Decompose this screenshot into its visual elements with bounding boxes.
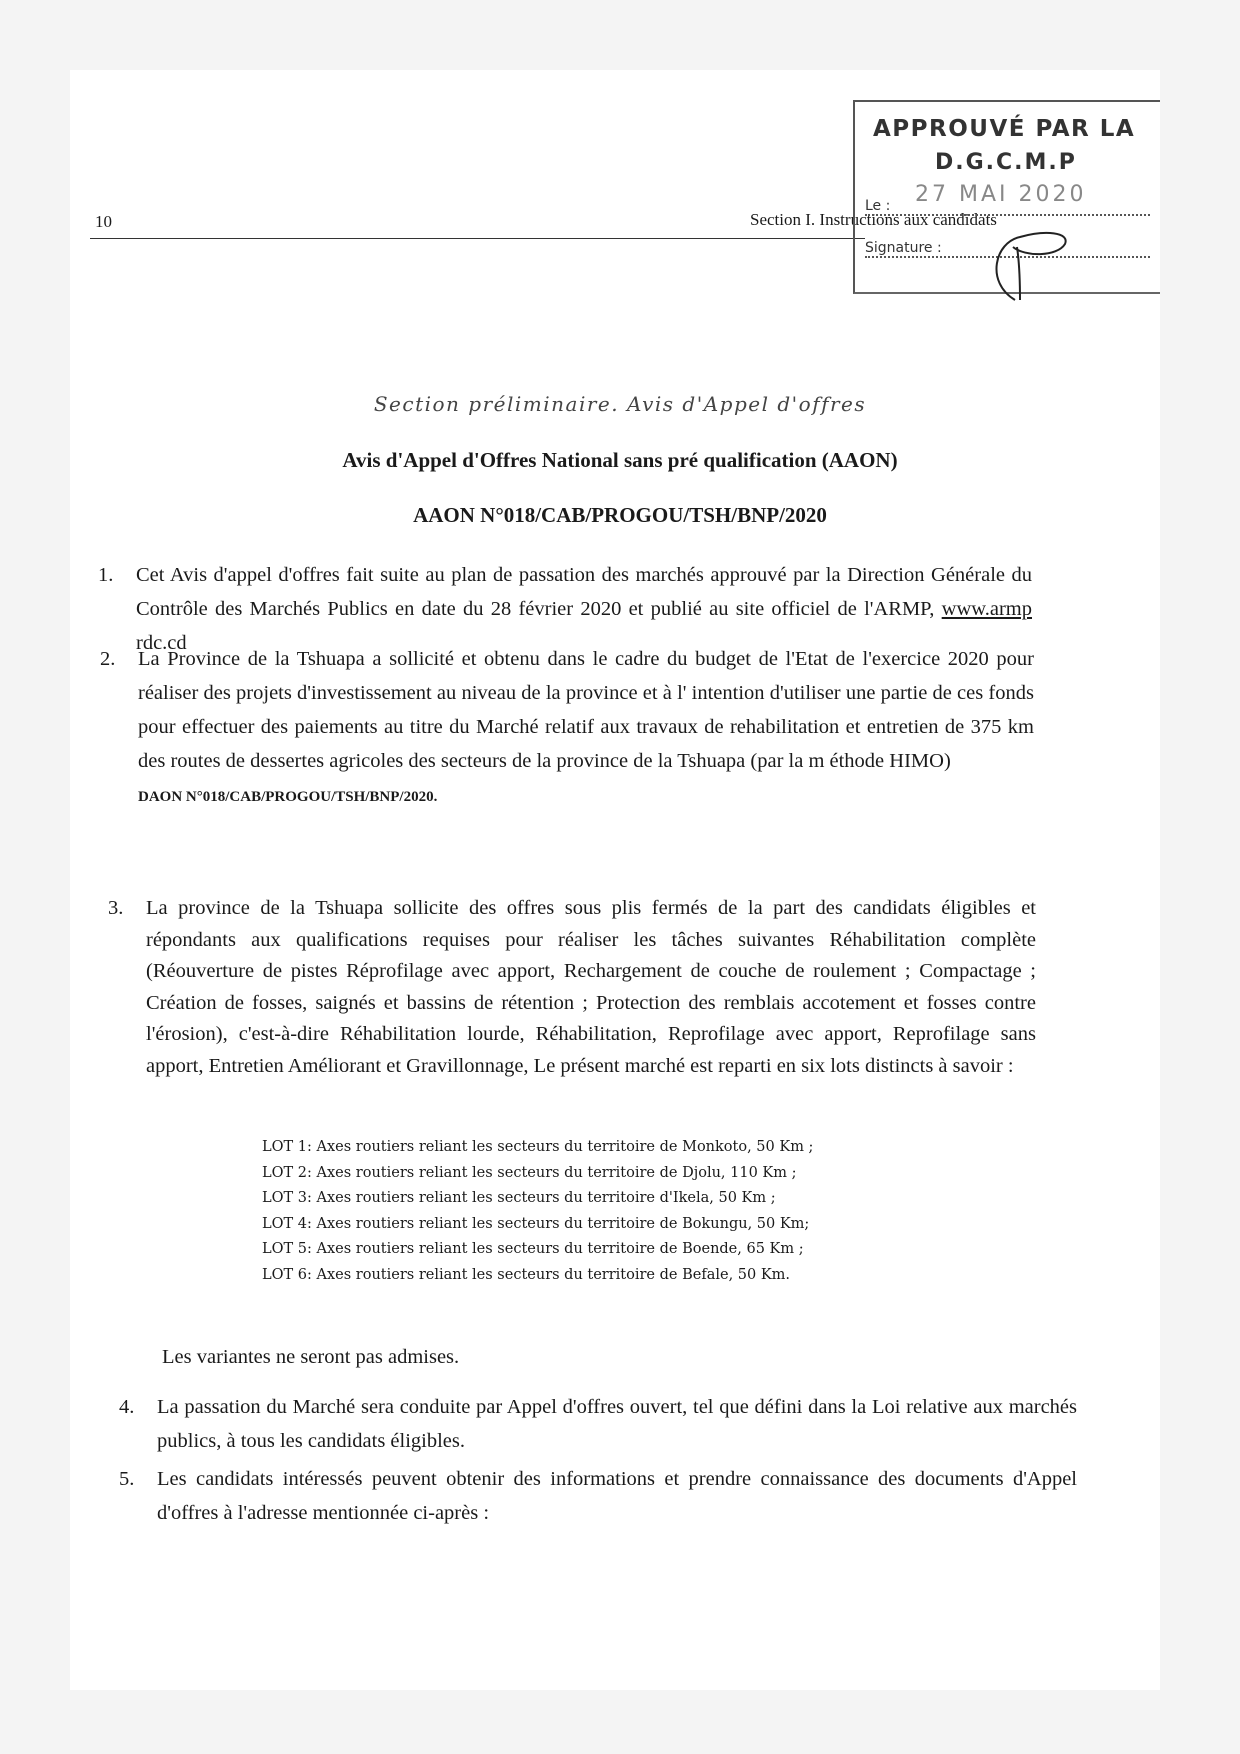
stamp-line1: APPROUVÉ PAR LA (873, 116, 1136, 142)
signature-icon (975, 222, 1095, 302)
lots-list (262, 1135, 813, 1288)
stamp-signature-label: Signature : (865, 240, 1150, 258)
armp-link[interactable]: www.armp (941, 598, 1032, 620)
approval-stamp (853, 100, 1160, 294)
list-item: LOT 6: Axes routiers reliant les secteurs du territoire de Befale, 50 Km. (262, 1266, 791, 1283)
stamp-line2: D.G.C.M.P (935, 150, 1077, 175)
list-item: LOT 3: Axes routiers reliant les secteurs du territoire d'Ikela, 50 Km ; (262, 1190, 776, 1206)
page-number: 10 (95, 212, 112, 231)
paragraph-2: 2. La Province de la Tshuapa a sollicité et obtenu dans le cadre du budget de l'Etat de l'exercice 2020 pour réaliser des projets d'investissement au niveau de la province et à l' intention d'utiliser une partie de ces fonds pour effectuer des paiements au titre du Marché relatif aux travaux de rehabilitation et entretien de 375 km des routes de dessertes agricoles des secteurs de la province de la Tshuapa (par la m éthode HIMO) DAON N°018/CAB/PROGOU/TSH/BNP/2020. (100, 648, 1034, 805)
section-header: Section I. Instructions aux candidats (750, 210, 997, 229)
header-rule (90, 238, 865, 239)
list-item: LOT 1: Axes routiers reliant les secteurs du territoire de Monkoto, 50 Km ; (262, 1139, 814, 1155)
paragraph-1: 1. Cet Avis d'appel d'offres fait suite au plan de passation des marchés approuvé par la Direction Générale du Contrôle des Marchés Publics en date du 28 février 2020 et publié au site officiel de l'ARMP, www.armp rdc.cd (98, 564, 1032, 654)
paragraph-3: 3. La province de la Tshuapa sollicite des offres sous plis fermés de la part des candidats éligibles et répondants aux qualifications requises pour réaliser les tâches suivantes Réhabilitation complète (Réouverture de pistes Réprofilage avec apport, Rechargement de couche de roulement ; Compactage ; Création de fosses, saignés et bassins de rétention ; Protection des remblais accotement et fosses contre l'érosion), c'est-à-dire Réhabilitation lourde, Réhabilitation, Reprofilage avec apport, Reprofilage sans apport, Entretien Améliorant et Gravillonnage, Le présent marché est reparti en six lots distincts à savoir : (108, 897, 1036, 1077)
list-item: LOT 2: Axes routiers reliant les secteurs du territoire de Djolu, 110 Km ; (262, 1164, 797, 1181)
paragraph-4: 4. La passation du Marché sera conduite par Appel d'offres ouvert, tel que défini dans la Loi relative aux marchés publics, à tous les candidats éligibles. (119, 1396, 1077, 1452)
paragraph-5: 5. Les candidats intéressés peuvent obtenir des informations et prendre connaissance des documents d'Appel d'offres à l'adresse mentionnée ci-après : (119, 1468, 1077, 1524)
document-title: Avis d'Appel d'Offres National sans pré qualification (AAON) (342, 448, 898, 472)
reference-number: AAON N°018/CAB/PROGOU/TSH/BNP/2020 (413, 503, 827, 527)
list-item: LOT 5: Axes routiers reliant les secteurs du territoire de Boende, 65 Km ; (262, 1241, 804, 1257)
section-title: Section préliminaire. Avis d'Appel d'offres (373, 392, 867, 416)
stamp-date-label: Le : (865, 198, 1150, 216)
stamp-date: 27 MAI 2020 (915, 182, 1087, 207)
daon-reference: DAON N°018/CAB/PROGOU/TSH/BNP/2020. (138, 789, 438, 805)
list-item: LOT 4: Axes routiers reliant les secteurs du territoire de Bokungu, 50 Km; (262, 1215, 810, 1232)
variantes-note: Les variantes ne seront pas admises. (162, 1346, 460, 1368)
